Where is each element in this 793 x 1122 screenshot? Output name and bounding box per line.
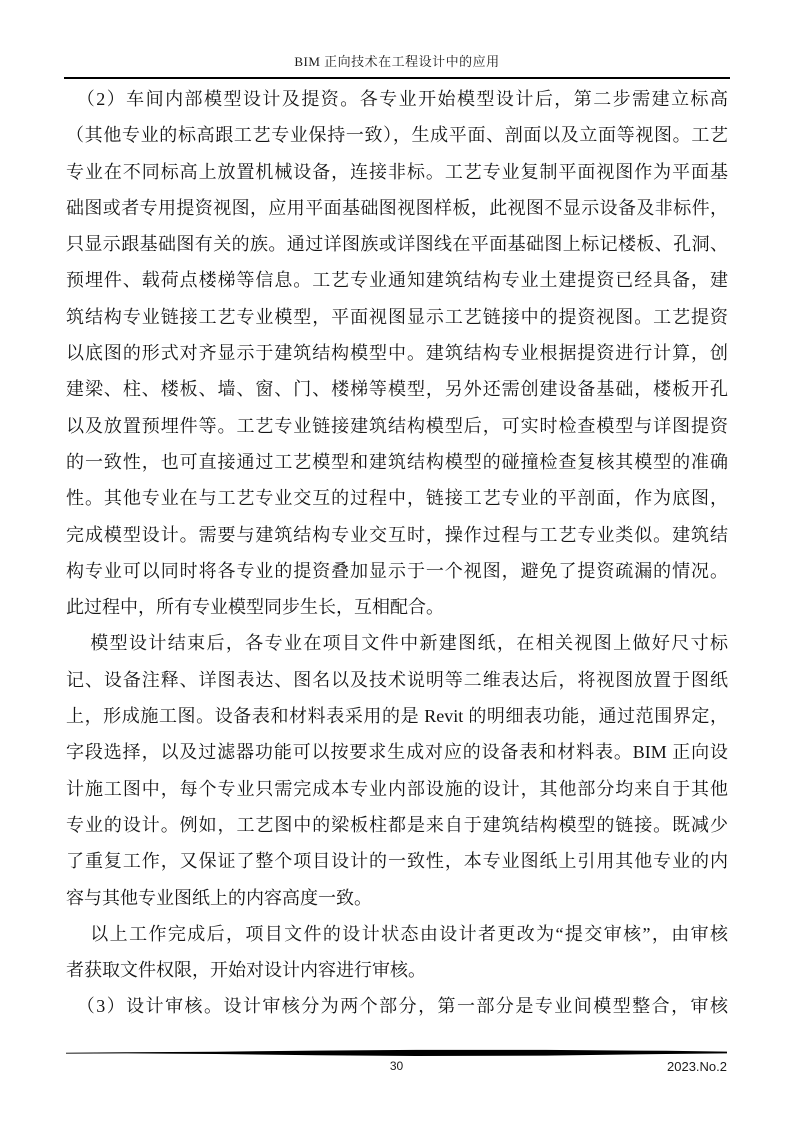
text-line: 完成模型设计。需要与建筑结构专业交互时，操作过程与工艺专业类似。建筑结 <box>66 524 728 545</box>
running-header <box>64 53 730 79</box>
text-line: 记、设备注释、详图表达、图名以及技术说明等二维表达后，将视图放置于图纸 <box>66 669 728 690</box>
running-title: BIM 正向技术在工程设计中的应用 <box>294 54 500 69</box>
text-line: 础图或者专用提资视图，应用平面基础图视图样板，此视图不显示设备及非标件， <box>66 197 728 218</box>
text-line: 者获取文件权限，开始对设计内容进行审核。 <box>66 960 426 981</box>
text-line: 容与其他专业图纸上的内容高度一致。 <box>66 887 372 908</box>
paragraph <box>66 81 728 625</box>
paragraph <box>66 916 728 989</box>
text-line: 计施工图中，每个专业只需完成本专业内部设施的设计，其他部分均来自于其他 <box>66 778 728 799</box>
text-line: 专业的设计。例如，工艺图中的梁板柱都是来自于建筑结构模型的链接。既减少 <box>66 814 728 835</box>
page-number: 30 <box>389 1059 404 1073</box>
text-line: 的一致性，也可直接通过工艺模型和建筑结构模型的碰撞检查复核其模型的准确 <box>66 451 728 472</box>
text-line: 建梁、柱、楼板、墙、窗、门、楼梯等模型，另外还需创建设备基础，楼板开孔 <box>66 379 728 400</box>
header-rule <box>64 77 730 79</box>
text-line: 模型设计结束后，各专业在项目文件中新建图纸，在相关视图上做好尺寸标 <box>90 633 728 654</box>
text-line: 只显示跟基础图有关的族。通过详图族或详图线在平面基础图上标记楼板、孔洞、 <box>66 234 728 255</box>
text-line: 此过程中，所有专业模型同步生长，互相配合。 <box>66 597 444 618</box>
text-line: 筑结构专业链接工艺专业模型，平面视图显示工艺链接中的提资视图。工艺提资 <box>66 306 728 327</box>
text-line: 字段选择，以及过滤器功能可以按要求生成对应的设备表和材料表。BIM 正向设 <box>66 742 728 763</box>
text-line: （2）车间内部模型设计及提资。各专业开始模型设计后，第二步需建立标高 <box>76 89 728 109</box>
text-line: 了重复工作，又保证了整个项目设计的一致性，本专业图纸上引用其他专业的内 <box>66 851 728 872</box>
issue-label: 2023.No.2 <box>667 1059 727 1074</box>
text-line: 以上工作完成后，项目文件的设计状态由设计者更改为“提交审核”，由审核 <box>90 923 728 944</box>
text-line: （其他专业的标高跟工艺专业保持一致），生成平面、剖面以及立面等视图。工艺 <box>66 125 728 146</box>
text-line: 构专业可以同时将各专业的提资叠加显示于一个视图，避免了提资疏漏的情况。 <box>66 560 728 581</box>
page-footer <box>66 1059 727 1075</box>
text-line: 以底图的形式对齐显示于建筑结构模型中。建筑结构专业根据提资进行计算，创 <box>66 343 728 364</box>
document-body <box>66 81 728 1025</box>
text-line: （3）设计审核。设计审核分为两个部分，第一部分是专业间模型整合，审核 <box>76 996 728 1017</box>
text-line: 性。其他专业在与工艺专业交互的过程中，链接工艺专业的平剖面，作为底图， <box>66 488 728 509</box>
text-line: 专业在不同标高上放置机械设备，连接非标。工艺专业复制平面视图作为平面基 <box>66 161 728 182</box>
paragraph <box>66 625 728 915</box>
text-line: 预埋件、载荷点楼梯等信息。工艺专业通知建筑结构专业土建提资已经具备，建 <box>66 270 728 291</box>
text-line: 以及放置预埋件等。工艺专业链接建筑结构模型后，可实时检查模型与详图提资 <box>66 415 728 436</box>
text-line: 上，形成施工图。设备表和材料表采用的是 Revit 的明细表功能，通过范围界定， <box>66 706 728 727</box>
footer-divider-bar <box>66 1049 727 1058</box>
paragraph <box>66 988 728 1024</box>
